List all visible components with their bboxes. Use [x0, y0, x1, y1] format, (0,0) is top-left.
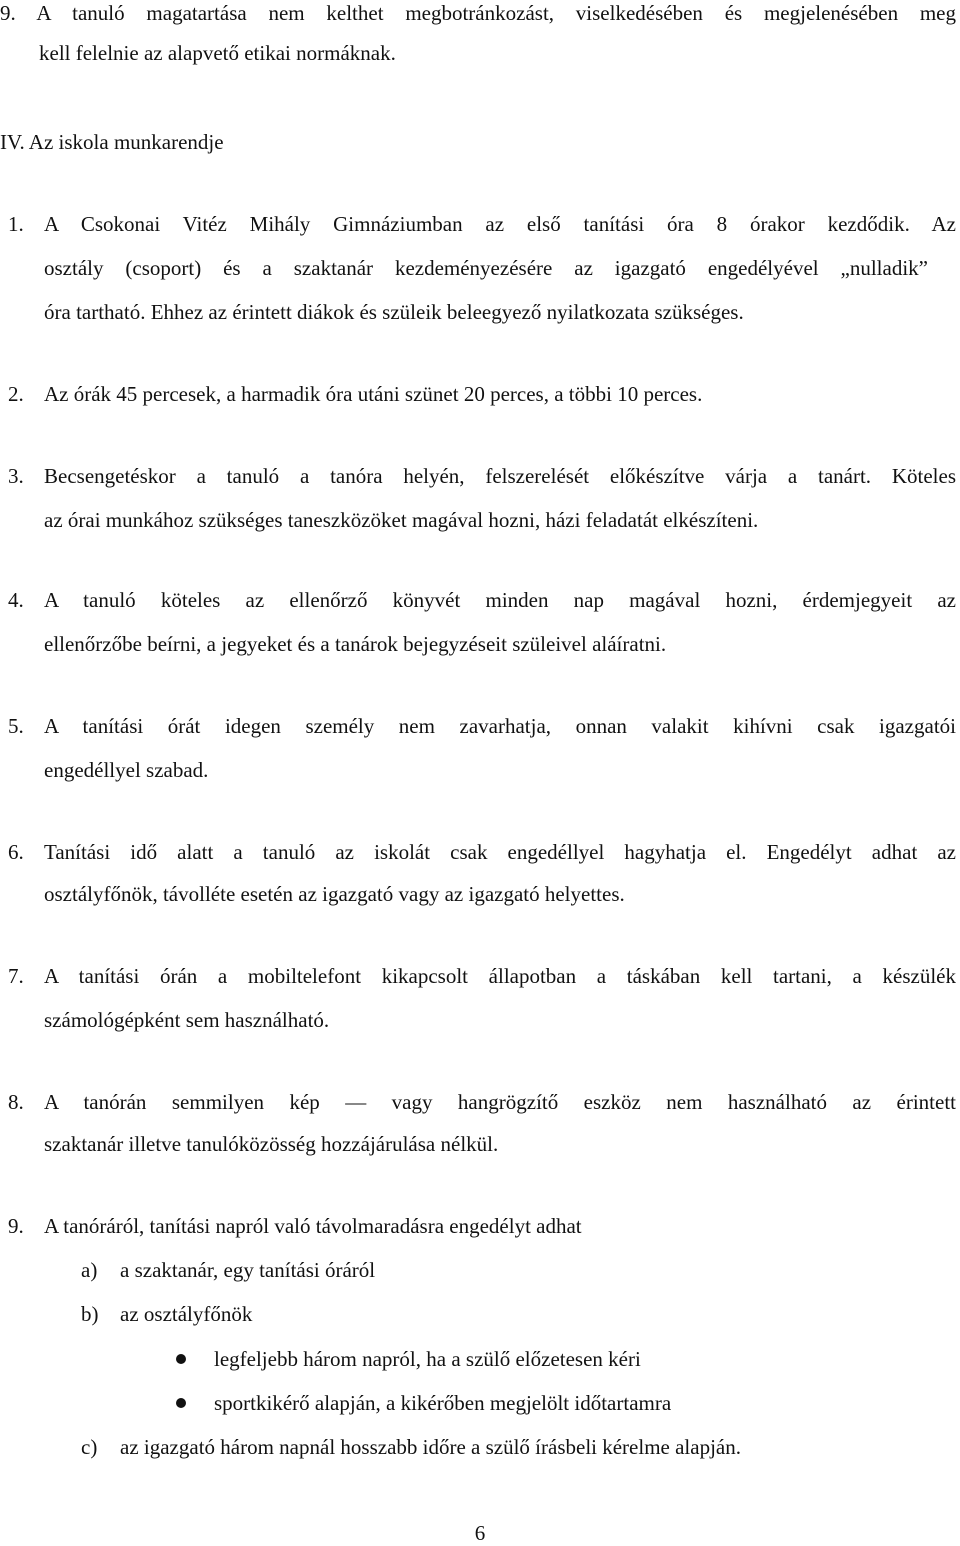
item-2-number: 2.: [8, 382, 24, 406]
item-8-number: 8.: [8, 1090, 24, 1114]
item-5-number: 5.: [8, 714, 24, 738]
page-number: 6: [474, 1521, 486, 1545]
item-5-line2: engedéllyel szabad.: [44, 758, 209, 782]
item-1-number: 1.: [8, 212, 24, 236]
item9-top-line1: 9. A tanuló magatartása nem kelthet megbotránkozást, viselkedésében és megjelenésében meg: [0, 1, 956, 25]
sublist-a-label: a): [81, 1258, 98, 1282]
item-4-line1: A tanuló köteles az ellenőrző könyvét minden nap magával hozni, érdemjegyeit az: [44, 588, 956, 612]
sublist-b-text: az osztályfőnök: [120, 1302, 253, 1326]
item-8-line1: A tanórán semmilyen kép — vagy hangrögzítő eszköz nem használható az érintett: [44, 1090, 956, 1114]
item-6-line2: osztályfőnök, távolléte esetén az igazgató vagy az igazgató helyettes.: [44, 882, 625, 906]
item-1-line1: A Csokonai Vitéz Mihály Gimnáziumban az első tanítási óra 8 órakor kezdődik. Az: [44, 212, 956, 236]
item9-top-line2: kell felelnie az alapvető etikai normáknak.: [39, 41, 396, 65]
item-6-line1: Tanítási idő alatt a tanuló az iskolát csak engedéllyel hagyhatja el. Engedélyt adhat az: [44, 840, 956, 864]
item-4-number: 4.: [8, 588, 24, 612]
section-heading: IV. Az iskola munkarendje: [0, 130, 224, 154]
bullet-dot-2: [176, 1398, 186, 1408]
item-9-line1: A tanóráról, tanítási napról való távolmaradásra engedélyt adhat: [44, 1214, 582, 1238]
sublist-b-label: b): [81, 1302, 99, 1326]
sublist-c-text: az igazgató három napnál hosszabb időre a szülő írásbeli kérelme alapján.: [120, 1435, 741, 1459]
sublist-c-label: c): [81, 1435, 98, 1459]
bullet-item-2: sportkikérő alapján, a kikérőben megjelölt időtartamra: [214, 1391, 672, 1415]
item-4-line2: ellenőrzőbe beírni, a jegyeket és a tanárok bejegyzéseit szüleivel aláíratni.: [44, 632, 667, 656]
item-6-number: 6.: [8, 840, 24, 864]
item-1-line3: óra tartható. Ehhez az érintett diákok és szüleik beleegyező nyilatkozata szükséges.: [44, 300, 744, 324]
item-1-line2: osztály (csoport) és a szaktanár kezdeményezésére az igazgató engedélyével „nulladik”: [44, 256, 928, 280]
item-3-number: 3.: [8, 464, 24, 488]
item-2-line1: Az órák 45 percesek, a harmadik óra utáni szünet 20 perces, a többi 10 perces.: [44, 382, 703, 406]
item-3-line1: Becsengetéskor a tanuló a tanóra helyén, felszerelését előkészítve várja a tanárt. Köteles: [44, 464, 956, 488]
item-9-number: 9.: [8, 1214, 24, 1238]
item-7-line1: A tanítási órán a mobiltelefont kikapcsolt állapotban a táskában kell tartani, a készülék: [44, 964, 956, 988]
item-7-line2: számológépként sem használható.: [44, 1008, 330, 1032]
item-8-line2: szaktanár illetve tanulóközösség hozzájárulása nélkül.: [44, 1132, 499, 1156]
item-7-number: 7.: [8, 964, 24, 988]
item-3-line2: az órai munkához szükséges taneszközöket magával hozni, házi feladatát elkészíteni.: [44, 508, 759, 532]
item-5-line1: A tanítási órát idegen személy nem zavarhatja, onnan valakit kihívni csak igazgatói: [44, 714, 956, 738]
bullet-item-1: legfeljebb három napról, ha a szülő előzetesen kéri: [214, 1347, 641, 1371]
sublist-a-text: a szaktanár, egy tanítási óráról: [120, 1258, 376, 1282]
bullet-dot-1: [176, 1354, 186, 1364]
